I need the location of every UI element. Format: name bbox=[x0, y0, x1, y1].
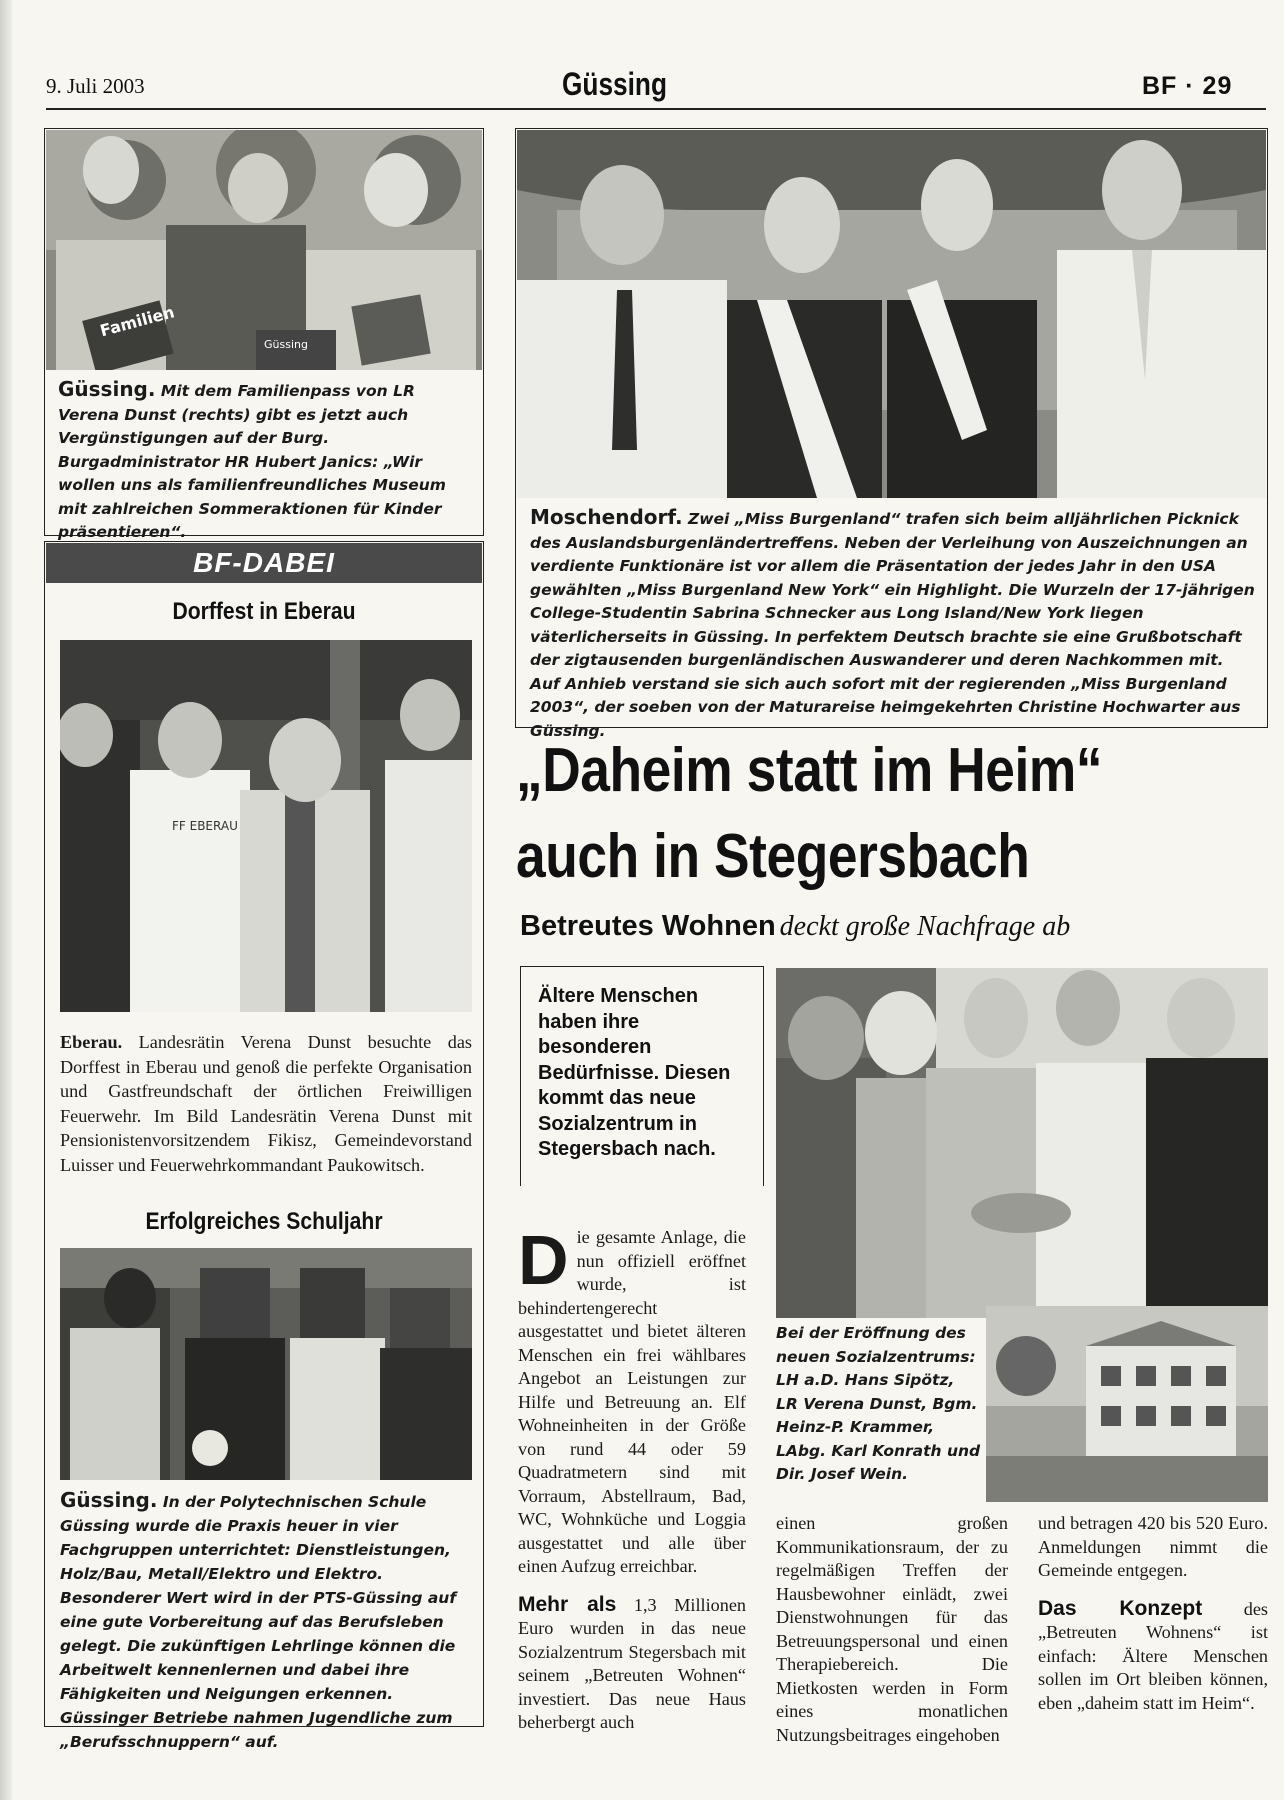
dorffest-title: Dorffest in Eberau bbox=[172, 598, 356, 625]
col3-text2: des „Betreuten Wohnens“ ist einfach: Ältere Menschen sollen im Ort bleiben können, eben „daheim statt im Heim“. bbox=[1038, 1598, 1268, 1713]
page-number: BF · 29 bbox=[1142, 72, 1233, 100]
caption-lead: Güssing. bbox=[60, 1488, 158, 1512]
shirt-text: FF EBERAU bbox=[172, 819, 238, 833]
col3-text: und betragen 420 bis 520 Euro. Anmeldungen nimmt die Gemeinde entgegen. bbox=[1038, 1513, 1268, 1580]
section-title: Güssing bbox=[562, 66, 667, 102]
dropcap: D bbox=[518, 1221, 569, 1299]
col1-text: ie gesamte Anlage, die nun offiziell eröffnet wurde, ist behindertengerecht ausgestattet und bietet älteren Menschen ein frei wählbares Angebot an Leistungen zur Hilfe und Betreuung an. Elf Wohneinheiten in der Größe von rund 44 oder 59 Quadratmetern sind mit Vorraum, Abstellraum, Bad, WC, Wohnküche und Loggia ausgestattet und alle über einen Aufzug erreichbar. bbox=[518, 1227, 746, 1576]
caption-text: Zwei „Miss Burgenland“ trafen sich beim alljährlichen Picknick des Auslandsburgenländertreffens. Neben der Verleihung von Auszeichnungen an verdiente Funktionäre ist vor allem die Präsentation der jedes Jahr in den USA gewählten „Miss Burgenland New York“ ein Highlight. Die Wurzeln der 17-jährigen College-Studentin Sabrina Schnecker aus Long Island/New York liegen väterlicherseits in Güssing. In perfektem Deutsch brachte sie eine Grußbotschaft der zigtausenden burgenländischen Auswanderer und deren Nachkommen mit. Auf Anhieb verstand sie sich auch sofort mit der regierenden „Miss Burgenland 2003“, der soeben von der Maturareise heimgekehrten Christine Hochwarter aus Güssing. bbox=[530, 510, 1255, 740]
paper-abbrev: BF bbox=[1142, 72, 1178, 100]
page-no: 29 bbox=[1202, 72, 1233, 100]
subheadline-bold: Betreutes Wohnen bbox=[520, 910, 776, 942]
schuljahr-caption bbox=[60, 1488, 472, 1754]
magazine-title-familien: Familien bbox=[97, 302, 177, 341]
caption-text: Mit dem Familienpass von LR Verena Dunst (rechts) gibt es jetzt auch Vergünstigungen auf der Burg. Burgadministrator HR Hubert Janics: „Wir wollen uns als familienfreundliches Museum mit zahlreichen Sommeraktionen für Kinder präsentieren“. bbox=[58, 382, 446, 541]
sozialzentrum-building-photo bbox=[986, 1306, 1268, 1502]
subheadline-italic: deckt große Nachfrage ab bbox=[779, 911, 1071, 942]
caption-lead: Güssing. bbox=[58, 377, 156, 401]
issue-date: 9. Juli 2003 bbox=[46, 74, 145, 98]
intro-text: Ältere Menschen haben ihre besonderen Bedürfnisse. Diesen kommt das neue Sozialzentrum in Stegersbach nach. bbox=[538, 985, 731, 1160]
page-edge-shadow bbox=[0, 0, 12, 1800]
headline-line2: auch in Stegersbach bbox=[516, 822, 1030, 891]
article-col2: einen großen Kommunikationsraum, der zu regelmäßigen Treffen der Hausbewohner einlädt, zwei Dienstwohnungen für das Betreuungspersonal und einen Therapiebereich. Die Mietkosten werden in Form eines monatlichen Nutzungsbeitrages eingehoben bbox=[776, 1513, 1008, 1745]
caption-text: Landesrätin Verena Dunst besuchte das Dorffest in Eberau und genoß die perfekte Organisation und Gastfreundschaft der örtlichen Freiwilligen Feuerwehr. Im Bild Landesrätin Verena Dunst mit Pensionistenvorsitzendem Fikisz, Gemeindevorstand Luisser und Feuerwehrkommandant Paukowitsch. bbox=[60, 1032, 472, 1175]
headline-line1: „Daheim statt im Heim“ bbox=[516, 736, 1103, 805]
opening-photo bbox=[776, 968, 1268, 1318]
caption-lead: Moschendorf. bbox=[530, 505, 683, 529]
article-col3 bbox=[1038, 1512, 1268, 1715]
article-col1 bbox=[518, 1221, 746, 1735]
familienpass-photo bbox=[46, 130, 482, 370]
col1-text2: 1,3 Millionen Euro wurden in das neue Sozialzentrum Stegersbach mit seinem „Betreuten Wohnen“ investiert. Das neue Haus beherbergt auch bbox=[518, 1594, 746, 1732]
schuljahr-title: Erfolgreiches Schuljahr bbox=[145, 1208, 383, 1235]
dorffest-photo bbox=[60, 640, 472, 1012]
opening-caption: Bei der Eröffnung des neuen Sozialzentrums: LH a.D. Hans Sipötz, LR Verena Dunst, Bgm. Heinz-P. Krammer, LAbg. Karl Konrath und Dir. Josef Wein. bbox=[776, 1324, 981, 1483]
moschendorf-caption bbox=[530, 506, 1258, 743]
bf-dabei-label: BF-DABEI bbox=[193, 547, 335, 578]
caption-lead: Eberau. bbox=[60, 1032, 123, 1052]
caption-text: In der Polytechnischen Schule Güssing wurde die Praxis heuer in vier Fachgruppen unterrichtet: Dienstleistungen, Holz/Bau, Metall/Elektro und Elektro. Besonderer Wert wird in der PTS-Güssing auf eine gute Vorbereitung auf das Berufsleben gelegt. Die zukünftigen Lehrlinge können die Arbeitwelt kennenlernen und dabei ihre Fähigkeiten und Neigungen erkennen. Güssinger Betriebe nahmen Jugendliche zum „Berufsschnuppern“ auf. bbox=[60, 1493, 457, 1751]
col1-subhead: Mehr als bbox=[518, 1592, 617, 1616]
header-rule bbox=[46, 108, 1266, 110]
col3-subhead: Das Konzept bbox=[1038, 1596, 1203, 1620]
schuljahr-photo bbox=[60, 1248, 472, 1480]
bf-dabei-banner bbox=[46, 543, 482, 583]
subheadline bbox=[520, 910, 1260, 943]
familienpass-caption bbox=[58, 378, 472, 545]
miss-burgenland-photo bbox=[517, 130, 1266, 498]
magazine-title-guessing: Güssing bbox=[264, 338, 308, 351]
dorffest-caption bbox=[60, 1030, 472, 1177]
